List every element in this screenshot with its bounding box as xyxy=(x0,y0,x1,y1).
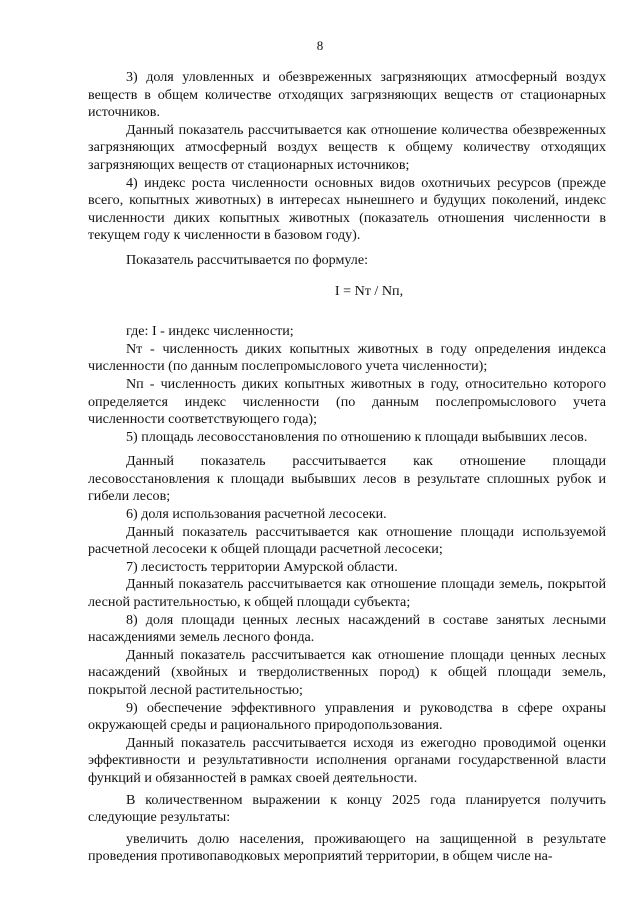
document-body xyxy=(88,69,606,866)
paragraph: Данный показатель рассчитывается как отношение площади используемой расчетной лесосеки к общей площади расчетной лесосеки; xyxy=(88,523,606,558)
paragraph: 9) обеспечение эффективного управления и руководства в сфере охраны окружающей среды и рационального природопользования. xyxy=(88,699,606,734)
paragraph: увеличить долю населения, проживающего на защищенной в результате проведения противопаводковых мероприятий территории, в общем числе на- xyxy=(88,830,606,865)
paragraph: 7) лесистость территории Амурской области. xyxy=(126,558,398,575)
paragraph: Данный показатель рассчитывается как отношение площади земель, покрытой лесной растительностью, к общей площади субъекта; xyxy=(88,576,606,611)
paragraph: где: I - индекс численности; xyxy=(126,323,294,340)
formula: I = Nт / Nп, xyxy=(334,282,404,299)
paragraph: 3) доля уловленных и обезвреженных загрязняющих атмосферный воздух веществ в общем количестве отходящих загрязняющих веществ от стационарных источников. xyxy=(88,69,606,121)
paragraph: 8) доля площади ценных лесных насаждений в составе занятых лесными насаждениями земель лесного фонда. xyxy=(88,611,606,646)
paragraph: 4) индекс роста численности основных видов охотничьих ресурсов (прежде всего, копытных животных) в интересах нынешнего и будущих поколений, индекс численности диких копытных животных (показатель отношения численности в текущем году к численности в базовом году). xyxy=(88,174,606,244)
page-number: 8 xyxy=(316,38,324,53)
paragraph: Данный показатель рассчитывается как отношение количества обезвреженных загрязняющих атмосферный воздух веществ к общему количеству отходящих загрязняющих веществ от стационарных источников; xyxy=(88,121,606,173)
paragraph: Данный показатель рассчитывается как отношение площади ценных лесных насаждений (хвойных и твердолиственных пород) к общей площади земель, покрытой лесной растительностью; xyxy=(88,646,606,698)
paragraph: Показатель рассчитывается по формуле: xyxy=(126,251,369,268)
paragraph: 5) площадь лесовосстановления по отношению к площади выбывших лесов. xyxy=(126,428,588,445)
paragraph: Nт - численность диких копытных животных в году определения индекса численности (по данным послепромыслового учета численности); xyxy=(88,340,606,375)
paragraph: В количественном выражении к концу 2025 года планируется получить следующие результаты: xyxy=(88,791,606,826)
paragraph: Данный показатель рассчитывается исходя из ежегодно проводимой оценки эффективности и результативности исполнения органами государственной власти функций и обязанностей в рамках своей деятельности. xyxy=(88,734,606,786)
paragraph: 6) доля использования расчетной лесосеки. xyxy=(126,506,387,523)
paragraph: Данный показатель рассчитывается как отношение площади лесовосстановления к площади выбывших лесов в результате сплошных рубок и гибели лесов; xyxy=(88,453,606,505)
paragraph: Nп - численность диких копытных животных в году, относительно которого определяется индекс численности (по данным послепромыслового учета численности соответствующего года); xyxy=(88,375,606,428)
